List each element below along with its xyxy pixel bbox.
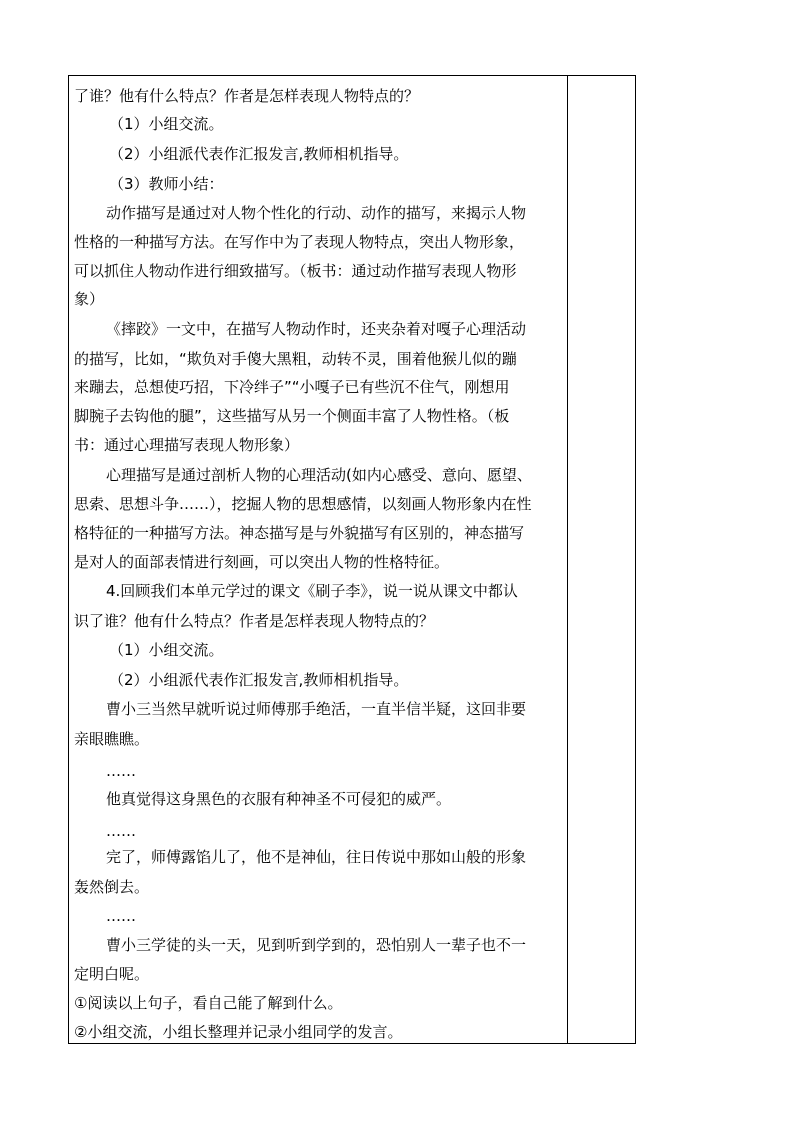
text-line-16: 格特征的一种描写方法。神态描写是与外貌描写有区别的，神态描写 [74, 524, 525, 542]
text-line-23: 亲眼瞧瞧。 [74, 730, 150, 748]
text-line-3: （2）小组派代表作汇报发言,教师相机指导。 [109, 145, 409, 163]
text-line-4: （3）教师小结： [109, 175, 224, 193]
text-line-20: （1）小组交流。 [109, 641, 224, 659]
text-line-5: 动作描写是通过对人物个性化的行动、动作的描写，来揭示人物 [106, 204, 527, 222]
text-line-22: 曹小三当然早就听说过师傅那手绝活，一直半信半疑，这回非要 [106, 700, 527, 718]
lesson-table [68, 75, 636, 1044]
text-line-28: 轰然倒去。 [74, 878, 150, 896]
content-cell [69, 76, 567, 1043]
text-line-33: ②小组交流，小组长整理并记录小组同学的发言。 [74, 1023, 403, 1041]
text-line-1: 了谁？他有什么特点？作者是怎样表现人物特点的？ [74, 87, 420, 105]
text-line-14: 心理描写是通过剖析人物的心理活动(如内心感受、意向、愿望、 [106, 466, 532, 484]
text-line-32: ①阅读以上句子，看自己能了解到什么。 [74, 994, 343, 1012]
text-line-29: …… [106, 907, 136, 925]
text-line-17: 是对人的面部表情进行刻画，可以突出人物的性格特征。 [74, 553, 450, 571]
text-line-18: 4.回顾我们本单元学过的课文《刷子李》，说一说从课文中都认 [106, 582, 518, 600]
text-line-6: 性格的一种描写方法。在写作中为了表现人物特点，突出人物形象， [74, 233, 525, 251]
text-line-21: （2）小组派代表作汇报发言,教师相机指导。 [109, 671, 409, 689]
text-line-9: 《摔跤》一文中，在描写人物动作时，还夹杂着对嘎子心理活动 [106, 320, 527, 338]
text-line-2: （1）小组交流。 [109, 115, 224, 133]
column-divider [567, 76, 568, 1043]
text-line-25: 他真觉得这身黑色的衣服有种神圣不可侵犯的威严。 [106, 790, 452, 808]
text-line-26: …… [106, 822, 136, 840]
text-line-24: …… [106, 762, 136, 780]
text-line-27: 完了，师傅露馅儿了，他不是神仙，往日传说中那如山般的形象 [106, 848, 527, 866]
text-line-7: 可以抓住人物动作进行细致描写。（板书：通过动作描写表现人物形 [74, 262, 517, 280]
text-line-15: 思索、思想斗争……），挖掘人物的思想感情，以刻画人物形象内在性 [74, 495, 532, 513]
text-line-31: 定明白呢。 [74, 965, 150, 983]
text-line-12: 脚腕子去钩他的腿”，这些描写从另一个侧面丰富了人物性格。（板 [74, 407, 510, 425]
text-line-10: 的描写，比如，“欺负对手傻大黑粗，动转不灵，围着他猴儿似的蹦 [74, 350, 517, 368]
text-line-11: 来蹦去，总想使巧招，下冷绊子”“小嘎子已有些沉不住气，刚想用 [74, 378, 510, 396]
text-line-19: 识了谁？他有什么特点？作者是怎样表现人物特点的？ [74, 612, 435, 630]
text-line-30: 曹小三学徒的头一天，见到听到学到的，恐怕别人一辈子也不一 [106, 936, 527, 954]
text-line-13: 书：通过心理描写表现人物形象） [74, 436, 300, 454]
text-line-8: 象） [74, 290, 105, 308]
